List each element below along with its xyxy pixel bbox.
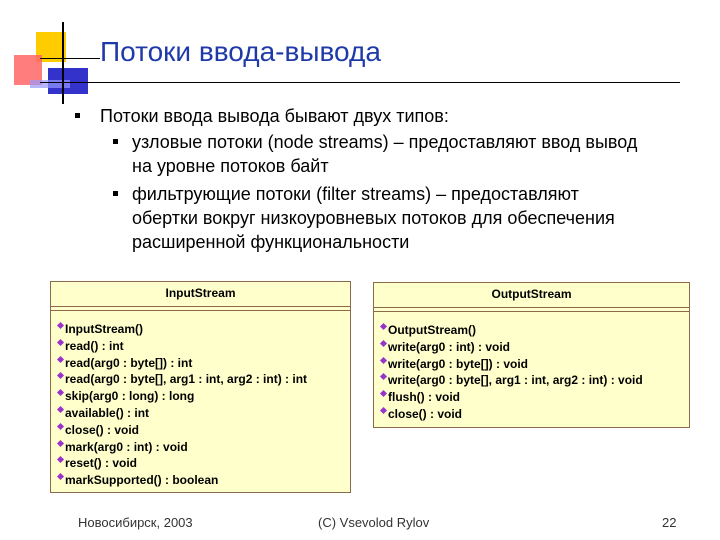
operation-item: markSupported() : boolean <box>56 472 350 489</box>
page-number: 22 <box>662 515 677 530</box>
operation-item: read() : int <box>56 338 350 355</box>
method-icon <box>380 390 387 397</box>
method-icon <box>380 323 387 330</box>
method-icon <box>57 423 64 430</box>
method-icon <box>380 357 387 364</box>
slide-title: Потоки ввода-вывода <box>100 36 381 67</box>
footer-copyright: (C) Vsevolod Rylov <box>318 515 430 530</box>
bullet-marker <box>75 113 80 118</box>
operation-item: write(arg0 : byte[]) : void <box>379 356 689 373</box>
operation-item: read(arg0 : byte[]) : int <box>56 355 350 372</box>
operation-item: reset() : void <box>56 455 350 472</box>
sub-bullet-marker <box>113 191 118 196</box>
method-icon <box>57 473 64 480</box>
input-stream-class-box <box>50 281 351 493</box>
sub-bullet-marker <box>113 139 118 144</box>
operation-item: close() : void <box>379 406 689 423</box>
operation-item: close() : void <box>56 422 350 439</box>
output-stream-operations <box>374 312 689 423</box>
method-icon <box>380 373 387 380</box>
operation-item: mark(arg0 : int) : void <box>56 439 350 456</box>
output-stream-class-name: OutputStream <box>374 283 689 308</box>
sub-bullet-2-line-2: обертки вокруг низкоуровневых потоков для обеспечения <box>132 208 615 228</box>
operation-item: write(arg0 : byte[], arg1 : int, arg2 : int) : void <box>379 372 689 389</box>
method-icon <box>57 456 64 463</box>
operation-item: skip(arg0 : long) : long <box>56 388 350 405</box>
operation-item: available() : int <box>56 405 350 422</box>
footer-location: Новосибирск, 2003 <box>78 515 193 530</box>
output-stream-class-box <box>373 282 690 428</box>
sub-bullet-2-line-1: фильтрующие потоки (filter streams) – предоставляют <box>132 184 579 204</box>
method-icon <box>57 372 64 379</box>
operation-item: flush() : void <box>379 389 689 406</box>
bullet-main: Потоки ввода вывода бывают двух типов: <box>100 106 449 126</box>
operation-item: OutputStream() <box>379 322 689 339</box>
sub-bullet-1-line-2: на уровне потоков байт <box>132 156 329 176</box>
method-icon <box>57 440 64 447</box>
title-divider <box>40 82 680 83</box>
input-stream-class-name: InputStream <box>51 282 350 307</box>
method-icon <box>57 356 64 363</box>
sub-bullet-1-line-1: узловые потоки (node streams) – предоставляют ввод вывод <box>132 132 638 152</box>
method-icon <box>380 340 387 347</box>
operation-item: write(arg0 : int) : void <box>379 339 689 356</box>
method-icon <box>57 339 64 346</box>
operation-item: InputStream() <box>56 321 350 338</box>
method-icon <box>57 406 64 413</box>
method-icon <box>380 407 387 414</box>
sub-bullet-2-line-3: расширенной функциональности <box>132 232 410 252</box>
method-icon <box>57 322 64 329</box>
slide-logo <box>0 0 100 105</box>
method-icon <box>57 389 64 396</box>
input-stream-operations <box>51 311 350 489</box>
operation-item: read(arg0 : byte[], arg1 : int, arg2 : int) : int <box>56 371 350 388</box>
